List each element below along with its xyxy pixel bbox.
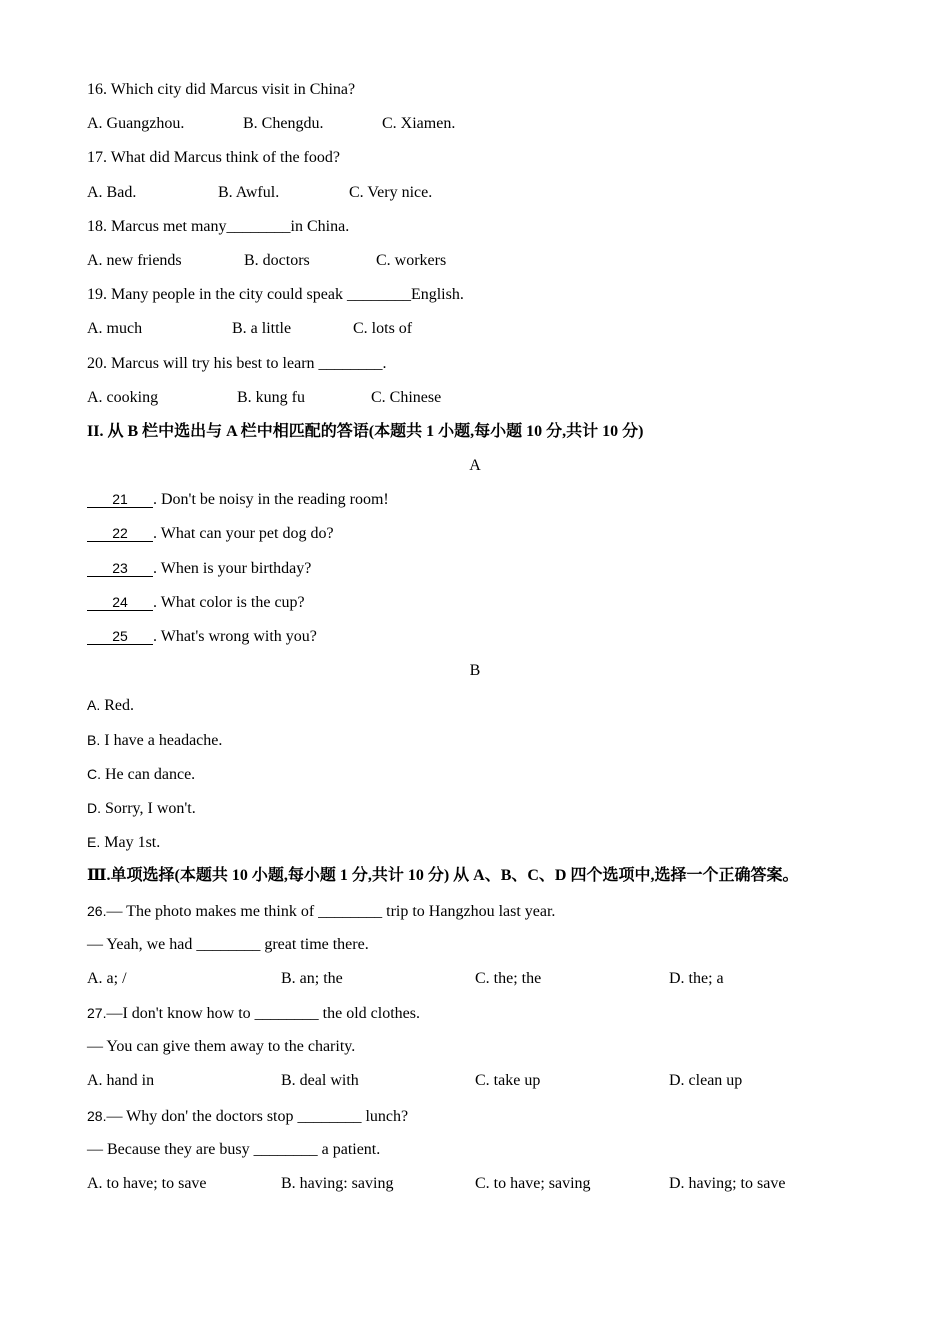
options-20 (87, 381, 867, 415)
match-item-25 (87, 620, 867, 654)
option-a: A. cooking (87, 388, 159, 406)
option-b: B. deal with (281, 1072, 359, 1090)
option-a: A. to have; to save (87, 1175, 207, 1192)
question-number: 27. (87, 1005, 107, 1022)
answer-text: Red. (104, 697, 135, 715)
option-b: B. an; the (281, 969, 343, 987)
question-26-line-2: — Yeah, we had ________ great time there. (87, 935, 369, 953)
option-a: A. Guangzhou. (87, 115, 185, 133)
question-18: 18. Marcus met many________in China. (87, 217, 350, 235)
options-26 (87, 962, 867, 996)
option-d: D. having; to save (669, 1175, 786, 1192)
answer-e (87, 825, 867, 859)
option-a: A. hand in (87, 1072, 155, 1090)
option-c: C. Very nice. (349, 183, 433, 201)
options-27 (87, 1064, 867, 1098)
match-item-23 (87, 552, 867, 586)
question-16: 16. Which city did Marcus visit in China? (87, 81, 356, 98)
option-b: B. a little (232, 320, 292, 338)
match-item-22 (87, 517, 867, 551)
column-a-title: A (469, 457, 481, 475)
question-27-line-2: — You can give them away to the charity. (87, 1038, 356, 1056)
option-a: A. new friends (87, 251, 182, 269)
answer-letter: C. (87, 765, 101, 782)
match-text: . What color is the cup? (153, 593, 305, 611)
question-19: 19. Many people in the city could speak ________English. (87, 286, 464, 304)
section-3-title: Ⅲ.单项选择(本题共 10 小题,每小题 1 分,共计 10 分) 从 A、B、C、D 四个选项中,选择一个正确答案。 (87, 867, 799, 885)
option-d: D. clean up (669, 1072, 743, 1090)
option-c: C. to have; saving (475, 1175, 591, 1192)
match-text: . When is your birthday? (153, 559, 312, 577)
option-b: B. kung fu (237, 388, 305, 406)
option-c: C. Chinese (371, 388, 442, 406)
answer-b (87, 723, 867, 757)
question-20: 20. Marcus will try his best to learn ________. (87, 354, 387, 372)
answer-letter: B. (87, 731, 101, 748)
options-18 (87, 244, 867, 278)
option-c: C. the; the (475, 969, 542, 987)
question-text: —I don't know how to ________ the old clothes. (106, 1005, 420, 1023)
match-text: . Don't be noisy in the reading room! (153, 491, 389, 509)
question-27-line-1 (87, 996, 867, 1030)
answer-blank: 23 (87, 560, 153, 577)
answer-blank: 22 (87, 525, 153, 542)
option-b: B. having: saving (281, 1175, 394, 1192)
option-c: C. Xiamen. (382, 115, 456, 133)
options-19 (87, 312, 867, 346)
match-text: . What's wrong with you? (153, 628, 317, 645)
question-number: 28. (87, 1107, 107, 1124)
answer-text: I have a headache. (104, 731, 223, 749)
option-b: B. Awful. (218, 183, 280, 201)
question-28-line-2: — Because they are busy ________ a patient. (87, 1140, 381, 1158)
column-b-title: B (469, 662, 481, 680)
option-c: C. workers (376, 251, 447, 269)
option-a: A. much (87, 320, 143, 338)
section-2-title: II. 从 B 栏中选出与 A 栏中相匹配的答语(本题共 1 小题,每小题 10 分,共计 10 分) (87, 422, 644, 440)
answer-text: Sorry, I won't. (105, 799, 196, 817)
match-item-24 (87, 586, 867, 620)
answer-letter: E. (87, 834, 101, 851)
question-text: — Why don' the doctors stop ________ lunch? (106, 1107, 409, 1125)
document-page (87, 73, 867, 1201)
answer-c (87, 757, 867, 791)
answer-a (87, 688, 867, 722)
question-17: 17. What did Marcus think of the food? (87, 149, 340, 167)
answer-letter: A. (87, 697, 101, 714)
option-b: B. Chengdu. (243, 115, 324, 133)
options-28 (87, 1167, 867, 1201)
option-b: B. doctors (244, 251, 310, 269)
question-28-line-1 (87, 1099, 867, 1133)
option-c: C. take up (475, 1072, 541, 1090)
answer-blank: 25 (87, 628, 153, 645)
option-c: C. lots of (353, 320, 413, 338)
question-number: 26. (87, 902, 107, 919)
options-16 (87, 107, 867, 141)
option-d: D. the; a (669, 969, 724, 987)
answer-text: He can dance. (105, 765, 196, 783)
answer-blank: 21 (87, 491, 153, 508)
option-a: A. a; / (87, 969, 127, 987)
answer-d (87, 791, 867, 825)
match-text: . What can your pet dog do? (153, 525, 334, 543)
answer-text: May 1st. (104, 834, 161, 852)
answer-blank: 24 (87, 594, 153, 611)
question-text: — The photo makes me think of ________ trip to Hangzhou last year. (106, 902, 556, 920)
answer-letter: D. (87, 799, 101, 816)
options-17 (87, 176, 867, 210)
match-item-21 (87, 483, 867, 517)
question-26-line-1 (87, 894, 867, 928)
option-a: A. Bad. (87, 183, 137, 201)
